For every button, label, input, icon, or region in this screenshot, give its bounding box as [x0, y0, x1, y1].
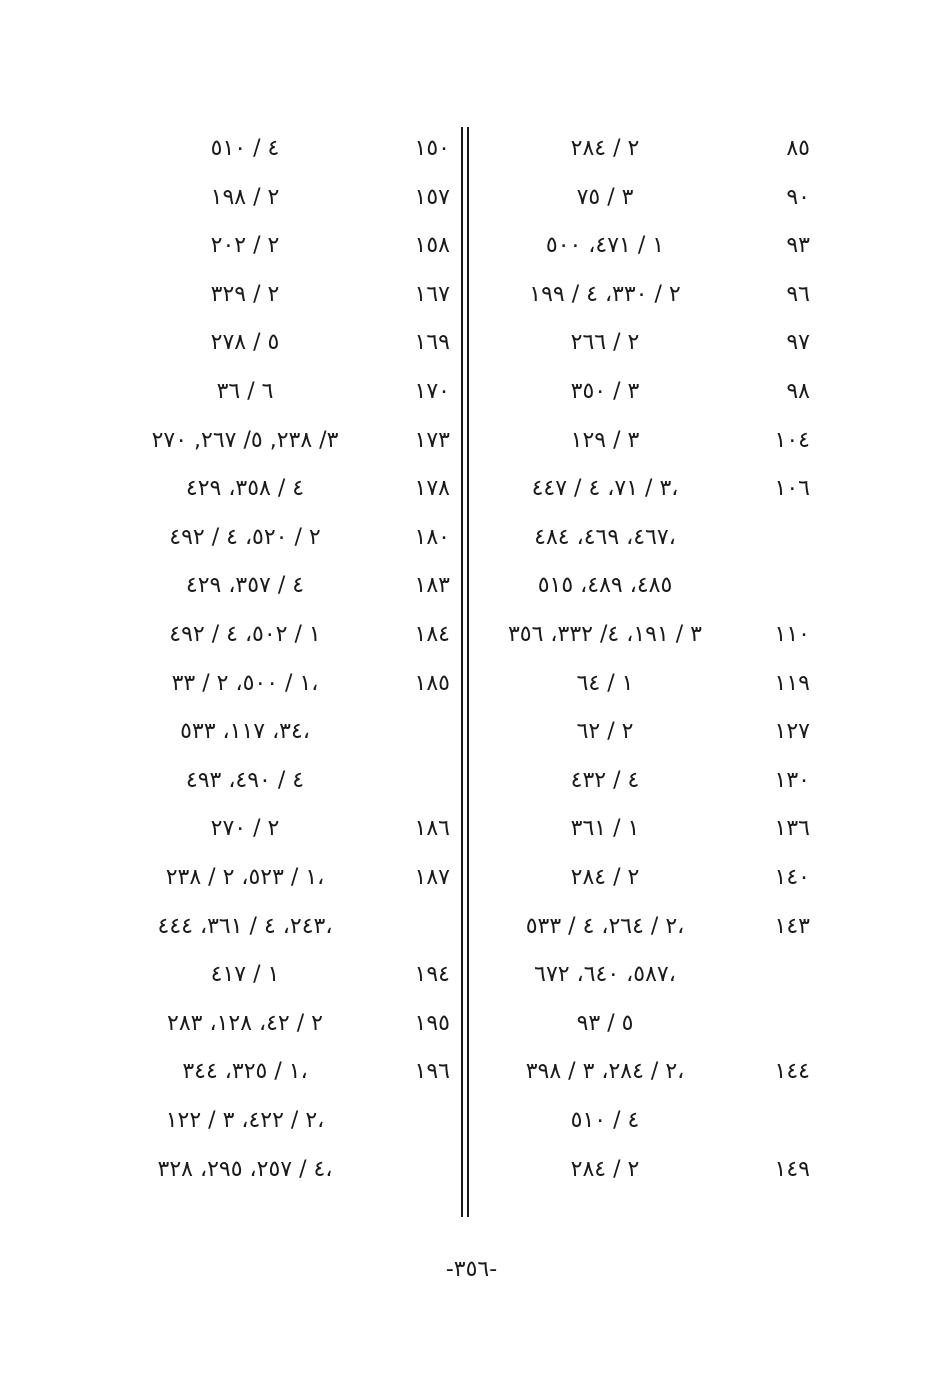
entry-number: ١٥٨: [414, 233, 450, 259]
index-entry: [110, 1048, 450, 1096]
entry-number: ١١٠: [774, 622, 810, 647]
index-entry: [110, 271, 450, 319]
entry-reference: ٢ / ٢٦٦: [570, 330, 640, 356]
entry-reference: ٢ / ٣٢٩: [210, 281, 280, 307]
index-entry: [110, 903, 450, 951]
index-entry: [480, 951, 810, 999]
entry-number: ١٠٤: [774, 427, 810, 453]
index-entry: [480, 417, 810, 465]
entry-reference: ٣ / ١٢٩: [570, 427, 640, 453]
index-entry: [480, 1097, 810, 1145]
index-entry: [480, 125, 810, 173]
index-entry: [110, 708, 450, 756]
entry-reference: ٤٨٥، ٤٨٩، ٥١٥: [537, 573, 673, 599]
entry-reference: ١ / ٤٧١، ٥٠٠: [545, 233, 665, 259]
entry-reference: ٥٨٧، ٦٤٠، ٦٧٢،: [534, 962, 676, 988]
entry-reference: ٣ / ١٩١، ٤/ ٣٣٢، ٣٥٦: [507, 622, 702, 647]
index-entry: [480, 1000, 810, 1048]
entry-reference: ٢ / ٢٨٤: [570, 136, 640, 161]
entry-number: ١٨٠: [414, 524, 450, 550]
entry-reference: ٤ / ٣٥٨، ٤٢٩: [185, 476, 305, 502]
page-number: -٣٥٦-: [445, 1257, 498, 1282]
entry-reference: ١ / ٥٠٠، ٢ / ٣٣،: [171, 670, 319, 696]
entry-reference: ٢ / ٢٨٤: [570, 865, 640, 890]
index-entry: [480, 174, 810, 222]
entry-reference: ٢ / ٦٢: [576, 719, 634, 745]
index-entry: [480, 222, 810, 270]
index-entry: [110, 757, 450, 805]
entry-reference: ٢ / ٥٢٠، ٤ / ٤٩٢: [169, 524, 321, 550]
entry-number: ١٩٦: [414, 1059, 450, 1085]
index-entry: [480, 708, 810, 756]
entry-number: ١٤٠: [774, 865, 810, 890]
index-entry: [110, 611, 450, 659]
entry-reference: ٢ / ٢٨٤: [570, 1156, 640, 1182]
index-entry: [480, 1146, 810, 1194]
entry-number: ١٨٦: [414, 816, 450, 842]
entry-reference: ١ / ٤١٧: [210, 962, 280, 988]
entry-reference: ٤ / ٢٥٧، ٢٩٥، ٣٢٨،: [157, 1156, 333, 1182]
index-entry: [110, 660, 450, 708]
entry-reference: ٢ / ١٩٨: [210, 184, 280, 210]
entry-reference: ٢٤٣، ٤ / ٣٦١، ٤٤٤،: [157, 913, 333, 939]
entry-number: ١٩٤: [414, 962, 450, 988]
entry-reference: ٢ / ٤٢٢، ٣ / ١٢٢،: [165, 1108, 325, 1133]
entry-reference: ٢ / ٢٠٢: [210, 233, 280, 259]
index-entry: [480, 514, 810, 562]
entry-number: ٩٣: [786, 233, 810, 259]
entry-number: ١٣٠: [774, 767, 810, 793]
entry-reference: ٣ / ٧٥: [576, 184, 634, 210]
entry-number: ١٦٩: [414, 330, 450, 356]
entry-number: ١٩٥: [414, 1010, 450, 1036]
entry-number: ٩٦: [786, 281, 810, 307]
entry-number: ٨٥: [786, 136, 810, 161]
entry-number: ١٧٣: [414, 427, 450, 453]
index-entry: [480, 1048, 810, 1096]
index-entry: [110, 222, 450, 270]
index-entry: [110, 805, 450, 853]
entry-reference: ٢ / ٤٢، ١٢٨، ٢٨٣: [167, 1010, 323, 1036]
entry-reference: ١ / ٣٢٥، ٣٤٤،: [182, 1059, 308, 1085]
entry-reference: ٤ / ٥١٠: [210, 136, 280, 161]
index-entry: [110, 1097, 450, 1145]
index-column-left: [110, 125, 450, 1195]
index-entry: [480, 465, 810, 513]
entry-number: ١٨٣: [414, 573, 450, 599]
index-entry: [480, 903, 810, 951]
entry-reference: ٣ / ٧١، ٤ / ٤٤٧،: [531, 476, 679, 502]
entry-reference: ٤ / ٤٣٢: [570, 767, 640, 793]
entry-reference: ١ / ٥٢٣، ٢ / ٢٣٨،: [165, 865, 325, 890]
entry-number: ١٤٩: [774, 1156, 810, 1182]
index-column-right: [480, 125, 810, 1195]
index-entry: [480, 368, 810, 416]
entry-reference: ٥ / ٢٧٨: [210, 330, 280, 356]
entry-number: ١٧٠: [414, 379, 450, 404]
entry-number: ١٠٦: [774, 476, 810, 502]
entry-number: ١٨٤: [414, 622, 450, 647]
index-entry: [110, 174, 450, 222]
entry-reference: ١ / ٣٦١: [570, 816, 640, 842]
entry-reference: ١ / ٥٠٢، ٤ / ٤٩٢: [169, 622, 321, 647]
entry-reference: ٢ / ٢٨٤، ٣ / ٣٩٨،: [525, 1059, 685, 1085]
index-entry: [480, 660, 810, 708]
entry-number: ١٨٥: [414, 670, 450, 696]
entry-reference: ٤٦٧، ٤٦٩، ٤٨٤،: [534, 524, 676, 550]
entry-number: ٩٧: [786, 330, 810, 356]
index-entry: [480, 562, 810, 610]
entry-reference: ٤ / ٣٥٧، ٤٢٩: [185, 573, 305, 599]
entry-number: ١٢٧: [774, 719, 810, 745]
entry-number: ١٤٤: [774, 1059, 810, 1085]
index-entry: [110, 562, 450, 610]
entry-number: ١٥٧: [414, 184, 450, 210]
index-entry: [110, 951, 450, 999]
index-entry: [480, 854, 810, 902]
entry-number: ١٦٧: [414, 281, 450, 307]
entry-reference: ١ / ٦٤: [576, 670, 634, 696]
entry-number: ٩٠: [786, 184, 810, 210]
entry-reference: ٤ / ٥١٠: [570, 1108, 640, 1133]
index-entry: [110, 125, 450, 173]
entry-reference: ٣/ ٢٣٨, ٥/ ٢٦٧, ٢٧٠: [151, 427, 339, 453]
entry-number: ١٤٣: [774, 913, 810, 939]
index-entry: [110, 319, 450, 367]
column-divider: [461, 127, 471, 1217]
index-entry: [110, 1000, 450, 1048]
entry-reference: ٥ / ٩٣: [576, 1010, 634, 1036]
index-entry: [110, 417, 450, 465]
entry-reference: ٣ / ٣٥٠: [570, 379, 640, 404]
index-entry: [480, 319, 810, 367]
index-entry: [110, 465, 450, 513]
entry-number: ١١٩: [774, 670, 810, 696]
entry-number: ١٣٦: [774, 816, 810, 842]
index-entry: [110, 368, 450, 416]
entry-reference: ٤ / ٤٩٠، ٤٩٣: [185, 767, 305, 793]
index-entry: [110, 1146, 450, 1194]
entry-reference: ٦ / ٣٦: [216, 379, 274, 404]
entry-reference: ٢ / ٢٦٤، ٤ / ٥٣٣،: [525, 913, 685, 939]
index-entry: [480, 757, 810, 805]
index-entry: [110, 854, 450, 902]
index-entry: [480, 271, 810, 319]
entry-reference: ٢ / ٣٣٠، ٤ / ١٩٩: [529, 281, 681, 307]
index-entry: [110, 514, 450, 562]
entry-reference: ٢ / ٢٧٠: [210, 816, 280, 842]
entry-number: ١٧٨: [414, 476, 450, 502]
index-entry: [480, 805, 810, 853]
entry-reference: ٣٤، ١١٧، ٥٣٣،: [180, 719, 310, 745]
entry-number: ٩٨: [786, 379, 810, 404]
index-entry: [480, 611, 810, 659]
entry-number: ١٥٠: [414, 136, 450, 161]
entry-number: ١٨٧: [414, 865, 450, 890]
